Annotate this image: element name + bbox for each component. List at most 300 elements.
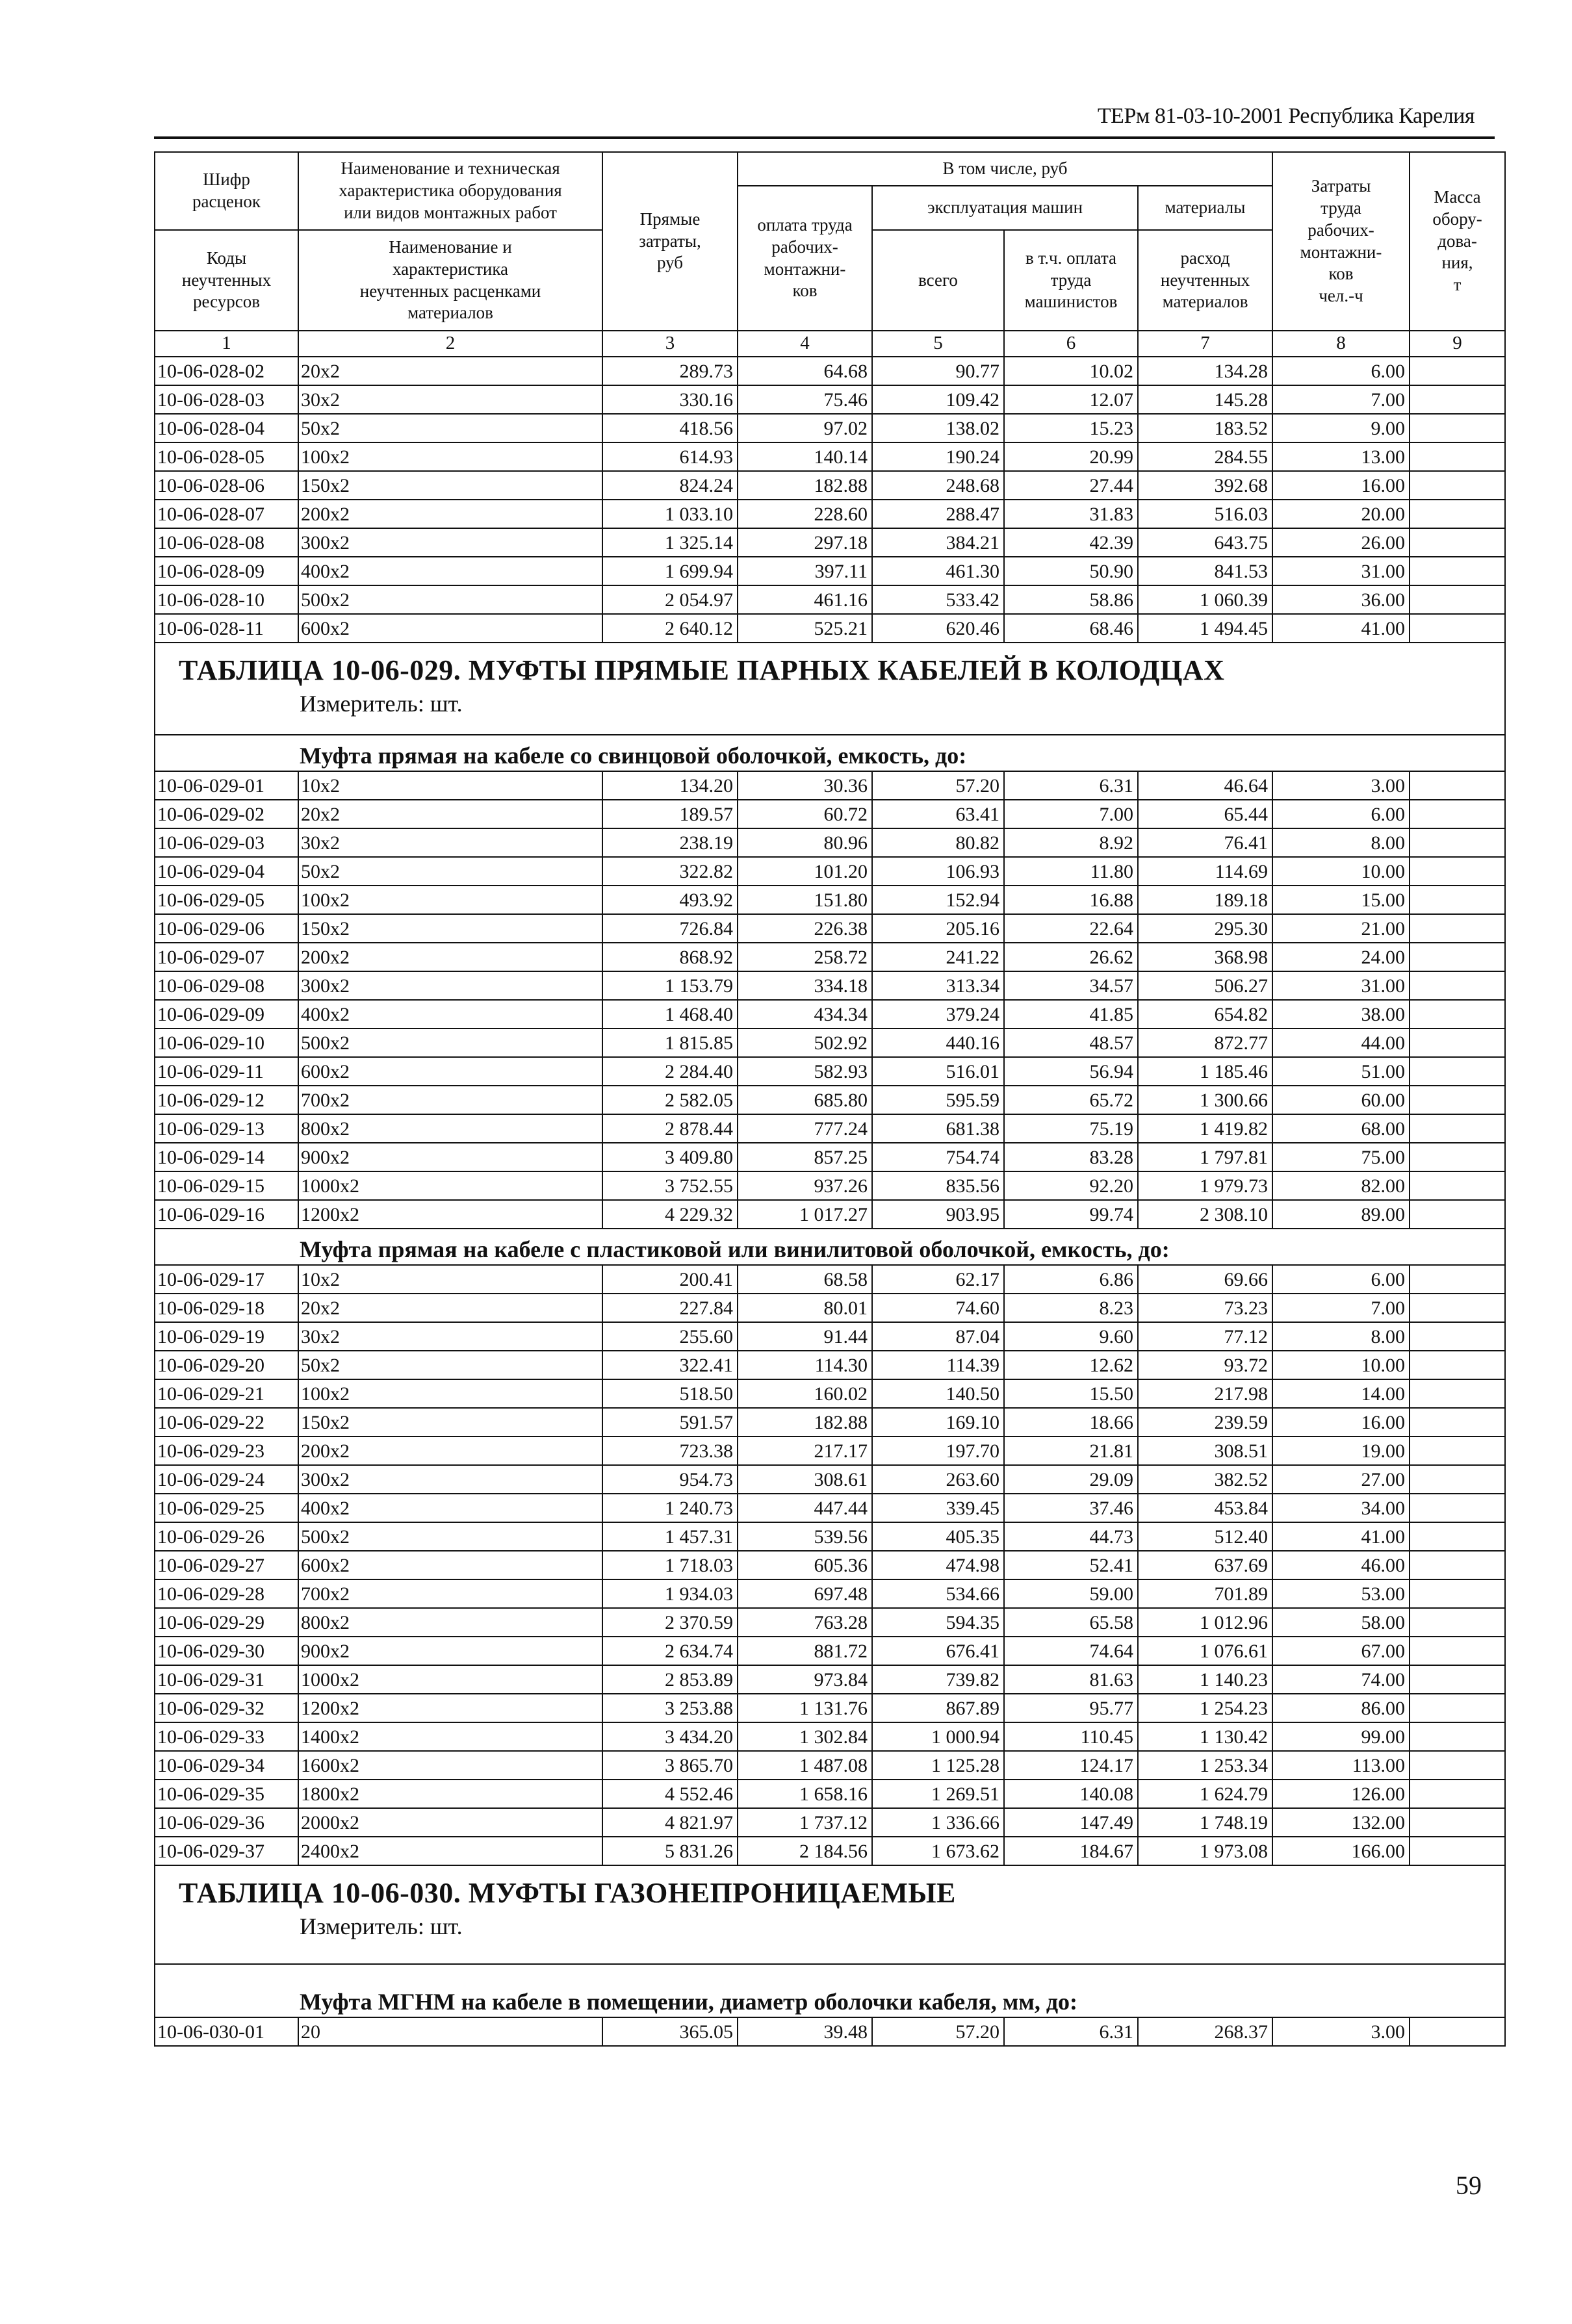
machines-total-cell: 90.77 — [872, 357, 1004, 385]
equipment-mass-cell — [1410, 357, 1505, 385]
col-header-machines: эксплуатация машин — [872, 186, 1138, 230]
machines-total-cell: 62.17 — [872, 1265, 1004, 1294]
rate-code-cell: 10-06-029-35 — [155, 1780, 298, 1808]
operator-pay-cell: 21.81 — [1004, 1437, 1138, 1465]
worker-pay-cell: 447.44 — [738, 1494, 872, 1522]
equipment-mass-cell — [1410, 557, 1505, 585]
material-use-cell: 217.98 — [1138, 1379, 1272, 1408]
machines-total-cell: 109.42 — [872, 385, 1004, 414]
operator-pay-cell: 10.02 — [1004, 357, 1138, 385]
table-row — [155, 1437, 1505, 1465]
equipment-mass-cell — [1410, 1143, 1505, 1171]
worker-pay-cell: 1 487.08 — [738, 1751, 872, 1780]
item-name-cell: 800x2 — [298, 1114, 602, 1143]
worker-pay-cell: 30.36 — [738, 771, 872, 800]
table-row — [155, 557, 1505, 585]
rate-code-cell: 10-06-028-10 — [155, 585, 298, 614]
item-name-cell: 50x2 — [298, 414, 602, 442]
machines-total-cell: 534.66 — [872, 1579, 1004, 1608]
operator-pay-cell: 124.17 — [1004, 1751, 1138, 1780]
item-name-cell: 150x2 — [298, 1408, 602, 1437]
operator-pay-cell: 44.73 — [1004, 1522, 1138, 1551]
operator-pay-cell: 184.67 — [1004, 1837, 1138, 1865]
rate-code-cell: 10-06-030-01 — [155, 2017, 298, 2046]
equipment-mass-cell — [1410, 1608, 1505, 1637]
direct-costs-cell: 330.16 — [602, 385, 738, 414]
operator-pay-cell: 147.49 — [1004, 1808, 1138, 1837]
rate-code-cell: 10-06-029-28 — [155, 1579, 298, 1608]
material-use-cell: 392.68 — [1138, 471, 1272, 500]
rate-code-cell: 10-06-028-03 — [155, 385, 298, 414]
item-name-cell: 1400x2 — [298, 1722, 602, 1751]
equipment-mass-cell — [1410, 1028, 1505, 1057]
column-number: 8 — [1272, 331, 1410, 357]
direct-costs-cell: 1 033.10 — [602, 500, 738, 528]
group-subtitle-row — [155, 1964, 1505, 2017]
material-use-cell: 1 300.66 — [1138, 1086, 1272, 1114]
material-use-cell: 189.18 — [1138, 886, 1272, 914]
worker-pay-cell: 91.44 — [738, 1322, 872, 1351]
labor-hours-cell: 34.00 — [1272, 1494, 1410, 1522]
table-row — [155, 1637, 1505, 1665]
equipment-mass-cell — [1410, 1637, 1505, 1665]
direct-costs-cell: 134.20 — [602, 771, 738, 800]
item-name-cell: 900x2 — [298, 1143, 602, 1171]
worker-pay-cell: 182.88 — [738, 1408, 872, 1437]
unit-label: Измеритель: шт. — [300, 691, 463, 717]
labor-hours-cell: 82.00 — [1272, 1171, 1410, 1200]
rate-code-cell: 10-06-028-08 — [155, 528, 298, 557]
column-number: 3 — [602, 331, 738, 357]
item-name-cell: 1000x2 — [298, 1171, 602, 1200]
table-row — [155, 1608, 1505, 1637]
table-row — [155, 1665, 1505, 1694]
machines-total-cell: 63.41 — [872, 800, 1004, 828]
item-name-cell: 10x2 — [298, 1265, 602, 1294]
machines-total-cell: 595.59 — [872, 1086, 1004, 1114]
material-use-cell: 69.66 — [1138, 1265, 1272, 1294]
worker-pay-cell: 334.18 — [738, 971, 872, 1000]
machines-total-cell: 106.93 — [872, 857, 1004, 886]
col-header-resource-codes: Коды неучтенных ресурсов — [155, 230, 298, 331]
direct-costs-cell: 3 253.88 — [602, 1694, 738, 1722]
direct-costs-cell: 1 699.94 — [602, 557, 738, 585]
item-name-cell: 300x2 — [298, 528, 602, 557]
labor-hours-cell: 21.00 — [1272, 914, 1410, 943]
operator-pay-cell: 29.09 — [1004, 1465, 1138, 1494]
material-use-cell: 368.98 — [1138, 943, 1272, 971]
worker-pay-cell: 217.17 — [738, 1437, 872, 1465]
worker-pay-cell: 1 737.12 — [738, 1808, 872, 1837]
equipment-mass-cell — [1410, 771, 1505, 800]
operator-pay-cell: 7.00 — [1004, 800, 1138, 828]
direct-costs-cell: 591.57 — [602, 1408, 738, 1437]
equipment-mass-cell — [1410, 442, 1505, 471]
worker-pay-cell: 461.16 — [738, 585, 872, 614]
operator-pay-cell: 31.83 — [1004, 500, 1138, 528]
rate-code-cell: 10-06-029-19 — [155, 1322, 298, 1351]
machines-total-cell: 384.21 — [872, 528, 1004, 557]
table-row — [155, 1522, 1505, 1551]
direct-costs-cell: 4 229.32 — [602, 1200, 738, 1229]
labor-hours-cell: 13.00 — [1272, 442, 1410, 471]
direct-costs-cell: 1 934.03 — [602, 1579, 738, 1608]
machines-total-cell: 594.35 — [872, 1608, 1004, 1637]
direct-costs-cell: 322.41 — [602, 1351, 738, 1379]
labor-hours-cell: 132.00 — [1272, 1808, 1410, 1837]
direct-costs-cell: 2 582.05 — [602, 1086, 738, 1114]
labor-hours-cell: 15.00 — [1272, 886, 1410, 914]
group-subtitle-row — [155, 735, 1505, 771]
machines-total-cell: 405.35 — [872, 1522, 1004, 1551]
rate-code-cell: 10-06-029-17 — [155, 1265, 298, 1294]
machines-total-cell: 152.94 — [872, 886, 1004, 914]
worker-pay-cell: 539.56 — [738, 1522, 872, 1551]
labor-hours-cell: 99.00 — [1272, 1722, 1410, 1751]
rate-code-cell: 10-06-028-09 — [155, 557, 298, 585]
worker-pay-cell: 297.18 — [738, 528, 872, 557]
worker-pay-cell: 64.68 — [738, 357, 872, 385]
table-row — [155, 528, 1505, 557]
machines-total-cell: 461.30 — [872, 557, 1004, 585]
equipment-mass-cell — [1410, 585, 1505, 614]
material-use-cell: 701.89 — [1138, 1579, 1272, 1608]
operator-pay-cell: 48.57 — [1004, 1028, 1138, 1057]
equipment-mass-cell — [1410, 1294, 1505, 1322]
machines-total-cell: 620.46 — [872, 614, 1004, 643]
machines-total-cell: 140.50 — [872, 1379, 1004, 1408]
unit-label: Измеритель: шт. — [300, 1913, 463, 1940]
item-name-cell: 50x2 — [298, 857, 602, 886]
group-subtitle: Муфта МГНМ на кабеле в помещении, диаметр оболочки кабеля, мм, до: — [155, 1964, 1505, 2017]
direct-costs-cell: 189.57 — [602, 800, 738, 828]
material-use-cell: 1 012.96 — [1138, 1608, 1272, 1637]
direct-costs-cell: 493.92 — [602, 886, 738, 914]
machines-total-cell: 1 269.51 — [872, 1780, 1004, 1808]
equipment-mass-cell — [1410, 2017, 1505, 2046]
item-name-cell: 200x2 — [298, 500, 602, 528]
machines-total-cell: 1 336.66 — [872, 1808, 1004, 1837]
column-number: 4 — [738, 331, 872, 357]
col-header-materials: материалы — [1138, 186, 1272, 230]
material-use-cell: 1 253.34 — [1138, 1751, 1272, 1780]
material-use-cell: 134.28 — [1138, 357, 1272, 385]
direct-costs-cell: 200.41 — [602, 1265, 738, 1294]
equipment-mass-cell — [1410, 500, 1505, 528]
equipment-mass-cell — [1410, 1437, 1505, 1465]
labor-hours-cell: 60.00 — [1272, 1086, 1410, 1114]
machines-total-cell: 241.22 — [872, 943, 1004, 971]
material-use-cell: 308.51 — [1138, 1437, 1272, 1465]
operator-pay-cell: 18.66 — [1004, 1408, 1138, 1437]
direct-costs-cell: 2 634.74 — [602, 1637, 738, 1665]
machines-total-cell: 57.20 — [872, 771, 1004, 800]
equipment-mass-cell — [1410, 1522, 1505, 1551]
worker-pay-cell: 605.36 — [738, 1551, 872, 1579]
material-use-cell: 1 979.73 — [1138, 1171, 1272, 1200]
rate-code-cell: 10-06-029-11 — [155, 1057, 298, 1086]
equipment-mass-cell — [1410, 1722, 1505, 1751]
item-name-cell: 700x2 — [298, 1579, 602, 1608]
labor-hours-cell: 6.00 — [1272, 800, 1410, 828]
equipment-mass-cell — [1410, 1837, 1505, 1865]
worker-pay-cell: 397.11 — [738, 557, 872, 585]
table-row — [155, 357, 1505, 385]
table-row — [155, 500, 1505, 528]
material-use-cell: 643.75 — [1138, 528, 1272, 557]
direct-costs-cell: 614.93 — [602, 442, 738, 471]
operator-pay-cell: 59.00 — [1004, 1579, 1138, 1608]
operator-pay-cell: 8.23 — [1004, 1294, 1138, 1322]
item-name-cell: 2000x2 — [298, 1808, 602, 1837]
machines-total-cell: 739.82 — [872, 1665, 1004, 1694]
machines-total-cell: 205.16 — [872, 914, 1004, 943]
material-use-cell: 76.41 — [1138, 828, 1272, 857]
equipment-mass-cell — [1410, 1408, 1505, 1437]
price-table — [154, 151, 1506, 2047]
rate-code-cell: 10-06-029-03 — [155, 828, 298, 857]
table-row — [155, 1837, 1505, 1865]
worker-pay-cell: 763.28 — [738, 1608, 872, 1637]
labor-hours-cell: 41.00 — [1272, 614, 1410, 643]
worker-pay-cell: 857.25 — [738, 1143, 872, 1171]
labor-hours-cell: 10.00 — [1272, 1351, 1410, 1379]
rate-code-cell: 10-06-029-37 — [155, 1837, 298, 1865]
equipment-mass-cell — [1410, 1000, 1505, 1028]
col-header-code: Шифр расценок — [155, 152, 298, 230]
equipment-mass-cell — [1410, 1086, 1505, 1114]
item-name-cell: 300x2 — [298, 971, 602, 1000]
operator-pay-cell: 42.39 — [1004, 528, 1138, 557]
operator-pay-cell: 65.58 — [1004, 1608, 1138, 1637]
direct-costs-cell: 322.82 — [602, 857, 738, 886]
rate-code-cell: 10-06-029-23 — [155, 1437, 298, 1465]
labor-hours-cell: 58.00 — [1272, 1608, 1410, 1637]
direct-costs-cell: 5 831.26 — [602, 1837, 738, 1865]
equipment-mass-cell — [1410, 414, 1505, 442]
direct-costs-cell: 2 370.59 — [602, 1608, 738, 1637]
worker-pay-cell: 2 184.56 — [738, 1837, 872, 1865]
direct-costs-cell: 2 853.89 — [602, 1665, 738, 1694]
worker-pay-cell: 75.46 — [738, 385, 872, 414]
item-name-cell: 500x2 — [298, 1522, 602, 1551]
direct-costs-cell: 4 821.97 — [602, 1808, 738, 1837]
material-use-cell: 382.52 — [1138, 1465, 1272, 1494]
worker-pay-cell: 160.02 — [738, 1379, 872, 1408]
worker-pay-cell: 502.92 — [738, 1028, 872, 1057]
table-title: ТАБЛИЦА 10-06-029. МУФТЫ ПРЯМЫЕ ПАРНЫХ КАБЕЛЕЙ В КОЛОДЦАХ — [179, 654, 1225, 686]
rate-code-cell: 10-06-029-06 — [155, 914, 298, 943]
item-name-cell: 1600x2 — [298, 1751, 602, 1780]
machines-total-cell: 339.45 — [872, 1494, 1004, 1522]
material-use-cell: 1 140.23 — [1138, 1665, 1272, 1694]
item-name-cell: 20x2 — [298, 800, 602, 828]
direct-costs-cell: 726.84 — [602, 914, 738, 943]
page-number: 59 — [1456, 2171, 1482, 2200]
operator-pay-cell: 6.31 — [1004, 2017, 1138, 2046]
labor-hours-cell: 7.00 — [1272, 1294, 1410, 1322]
direct-costs-cell: 954.73 — [602, 1465, 738, 1494]
worker-pay-cell: 777.24 — [738, 1114, 872, 1143]
worker-pay-cell: 308.61 — [738, 1465, 872, 1494]
equipment-mass-cell — [1410, 943, 1505, 971]
item-name-cell: 50x2 — [298, 1351, 602, 1379]
direct-costs-cell: 365.05 — [602, 2017, 738, 2046]
item-name-cell: 10x2 — [298, 771, 602, 800]
material-use-cell: 453.84 — [1138, 1494, 1272, 1522]
item-name-cell: 600x2 — [298, 614, 602, 643]
material-use-cell: 1 060.39 — [1138, 585, 1272, 614]
labor-hours-cell: 67.00 — [1272, 1637, 1410, 1665]
machines-total-cell: 516.01 — [872, 1057, 1004, 1086]
item-name-cell: 1200x2 — [298, 1694, 602, 1722]
direct-costs-cell: 723.38 — [602, 1437, 738, 1465]
machines-total-cell: 288.47 — [872, 500, 1004, 528]
direct-costs-cell: 824.24 — [602, 471, 738, 500]
material-use-cell: 1 494.45 — [1138, 614, 1272, 643]
worker-pay-cell: 937.26 — [738, 1171, 872, 1200]
material-use-cell: 2 308.10 — [1138, 1200, 1272, 1229]
group-subtitle: Муфта прямая на кабеле с пластиковой или винилитовой оболочкой, емкость, до: — [155, 1229, 1505, 1265]
item-name-cell: 1800x2 — [298, 1780, 602, 1808]
worker-pay-cell: 1 017.27 — [738, 1200, 872, 1229]
material-use-cell: 183.52 — [1138, 414, 1272, 442]
equipment-mass-cell — [1410, 1780, 1505, 1808]
material-use-cell: 1 624.79 — [1138, 1780, 1272, 1808]
rate-code-cell: 10-06-029-33 — [155, 1722, 298, 1751]
operator-pay-cell: 58.86 — [1004, 585, 1138, 614]
rate-code-cell: 10-06-029-25 — [155, 1494, 298, 1522]
operator-pay-cell: 34.57 — [1004, 971, 1138, 1000]
labor-hours-cell: 38.00 — [1272, 1000, 1410, 1028]
rate-code-cell: 10-06-029-15 — [155, 1171, 298, 1200]
rate-code-cell: 10-06-029-34 — [155, 1751, 298, 1780]
table-row — [155, 1379, 1505, 1408]
table-row — [155, 1579, 1505, 1608]
labor-hours-cell: 8.00 — [1272, 828, 1410, 857]
worker-pay-cell: 258.72 — [738, 943, 872, 971]
operator-pay-cell: 92.20 — [1004, 1171, 1138, 1200]
worker-pay-cell: 525.21 — [738, 614, 872, 643]
item-name-cell: 600x2 — [298, 1057, 602, 1086]
equipment-mass-cell — [1410, 1200, 1505, 1229]
col-header-material-use: расход неучтенных материалов — [1138, 230, 1272, 331]
rate-code-cell: 10-06-028-05 — [155, 442, 298, 471]
machines-total-cell: 440.16 — [872, 1028, 1004, 1057]
labor-hours-cell: 36.00 — [1272, 585, 1410, 614]
worker-pay-cell: 80.96 — [738, 828, 872, 857]
table-row — [155, 1465, 1505, 1494]
col-header-mass: Масса обору- дова- ния, т — [1410, 152, 1505, 331]
direct-costs-cell: 1 468.40 — [602, 1000, 738, 1028]
equipment-mass-cell — [1410, 914, 1505, 943]
operator-pay-cell: 56.94 — [1004, 1057, 1138, 1086]
table-row — [155, 1294, 1505, 1322]
table-row — [155, 1551, 1505, 1579]
rate-code-cell: 10-06-029-36 — [155, 1808, 298, 1837]
machines-total-cell: 676.41 — [872, 1637, 1004, 1665]
item-name-cell: 100x2 — [298, 442, 602, 471]
direct-costs-cell: 3 409.80 — [602, 1143, 738, 1171]
equipment-mass-cell — [1410, 857, 1505, 886]
worker-pay-cell: 1 131.76 — [738, 1694, 872, 1722]
item-name-cell: 600x2 — [298, 1551, 602, 1579]
item-name-cell: 400x2 — [298, 1000, 602, 1028]
labor-hours-cell: 46.00 — [1272, 1551, 1410, 1579]
table-row — [155, 886, 1505, 914]
direct-costs-cell: 238.19 — [602, 828, 738, 857]
col-header-name: Наименование и техническая характеристика оборудования или видов монтажных работ — [298, 152, 602, 230]
machines-total-cell: 1 000.94 — [872, 1722, 1004, 1751]
material-use-cell: 145.28 — [1138, 385, 1272, 414]
rate-code-cell: 10-06-029-18 — [155, 1294, 298, 1322]
column-number: 5 — [872, 331, 1004, 357]
worker-pay-cell: 697.48 — [738, 1579, 872, 1608]
machines-total-cell: 248.68 — [872, 471, 1004, 500]
machines-total-cell: 474.98 — [872, 1551, 1004, 1579]
rate-code-cell: 10-06-029-10 — [155, 1028, 298, 1057]
direct-costs-cell: 2 054.97 — [602, 585, 738, 614]
table-row — [155, 1780, 1505, 1808]
table-row — [155, 971, 1505, 1000]
material-use-cell: 1 130.42 — [1138, 1722, 1272, 1751]
document-header: ТЕРм 81-03-10-2001 Республика Карелия — [1097, 104, 1475, 128]
operator-pay-cell: 20.99 — [1004, 442, 1138, 471]
operator-pay-cell: 6.31 — [1004, 771, 1138, 800]
rate-code-cell: 10-06-029-09 — [155, 1000, 298, 1028]
rate-code-cell: 10-06-029-20 — [155, 1351, 298, 1379]
item-name-cell: 30x2 — [298, 828, 602, 857]
equipment-mass-cell — [1410, 1171, 1505, 1200]
labor-hours-cell: 75.00 — [1272, 1143, 1410, 1171]
material-use-cell: 1 973.08 — [1138, 1837, 1272, 1865]
operator-pay-cell: 15.50 — [1004, 1379, 1138, 1408]
machines-total-cell: 1 673.62 — [872, 1837, 1004, 1865]
rate-code-cell: 10-06-029-07 — [155, 943, 298, 971]
col-header-worker-pay: оплата труда рабочих- монтажни- ков — [738, 186, 872, 331]
equipment-mass-cell — [1410, 528, 1505, 557]
labor-hours-cell: 74.00 — [1272, 1665, 1410, 1694]
worker-pay-cell: 1 658.16 — [738, 1780, 872, 1808]
rate-code-cell: 10-06-029-27 — [155, 1551, 298, 1579]
table-row — [155, 442, 1505, 471]
material-use-cell: 512.40 — [1138, 1522, 1272, 1551]
labor-hours-cell: 89.00 — [1272, 1200, 1410, 1229]
section-title — [155, 1865, 1505, 1964]
table-row — [155, 414, 1505, 442]
worker-pay-cell: 39.48 — [738, 2017, 872, 2046]
worker-pay-cell: 582.93 — [738, 1057, 872, 1086]
item-name-cell: 900x2 — [298, 1637, 602, 1665]
item-name-cell: 800x2 — [298, 1608, 602, 1637]
worker-pay-cell: 973.84 — [738, 1665, 872, 1694]
worker-pay-cell: 182.88 — [738, 471, 872, 500]
rate-code-cell: 10-06-028-11 — [155, 614, 298, 643]
col-header-labor: Затраты труда рабочих- монтажни- ков чел.-ч — [1272, 152, 1410, 331]
rate-code-cell: 10-06-029-08 — [155, 971, 298, 1000]
column-number-row — [155, 331, 1505, 357]
table-row — [155, 1408, 1505, 1437]
operator-pay-cell: 52.41 — [1004, 1551, 1138, 1579]
direct-costs-cell: 1 325.14 — [602, 528, 738, 557]
item-name-cell: 150x2 — [298, 914, 602, 943]
table-row — [155, 1114, 1505, 1143]
material-use-cell: 77.12 — [1138, 1322, 1272, 1351]
table-row — [155, 914, 1505, 943]
labor-hours-cell: 3.00 — [1272, 2017, 1410, 2046]
section-title-row — [155, 1865, 1505, 1964]
material-use-cell: 1 797.81 — [1138, 1143, 1272, 1171]
